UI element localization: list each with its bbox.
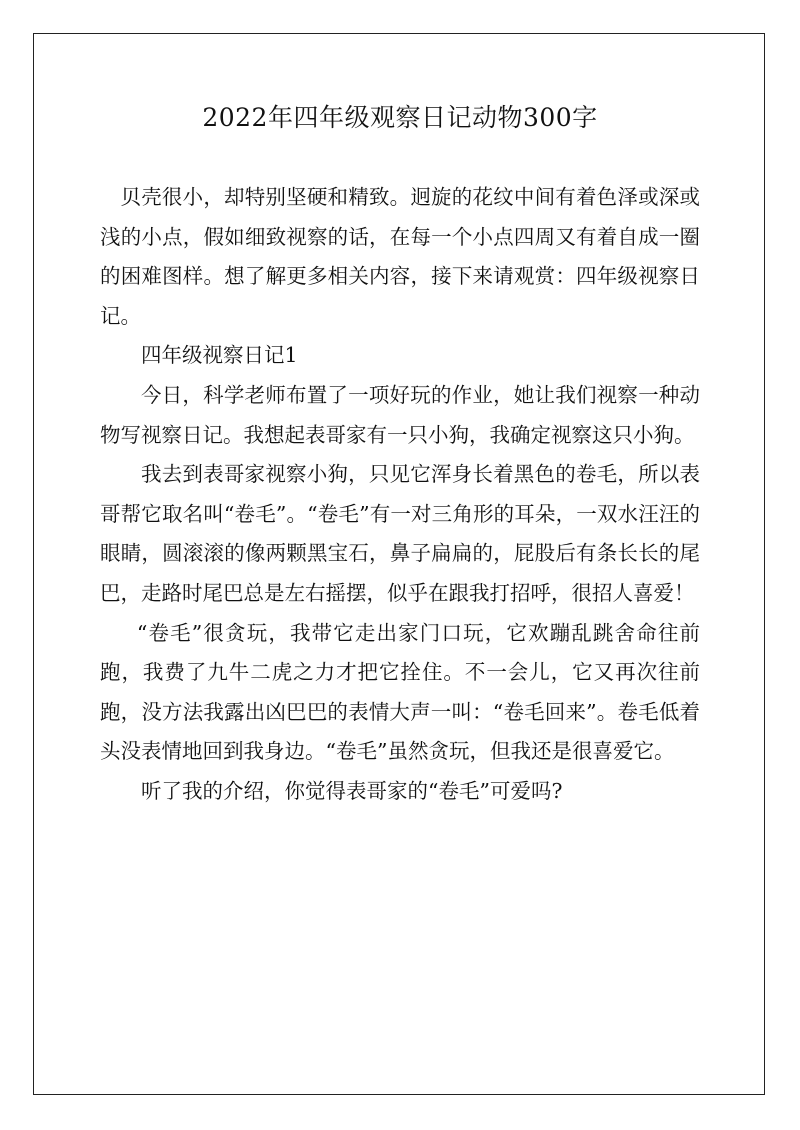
body-paragraph: “卷毛”很贪玩，我带它走出家门口玩，它欢蹦乱跳舍命往前跑，我费了九牛二虎之力才把它拴住。不一会儿，它又再次往前跑，没方法我露出凶巴巴的表情大声一叫：“卷毛回来”。卷毛低着头没表情地回到我身边。“卷毛”虽然贪玩，但我还是很喜爱它。: [100, 620, 700, 764]
section-heading: 四年级视察日记1: [141, 343, 298, 368]
intro-paragraph: 贝壳很小，却特别坚硬和精致。迥旋的花纹中间有着色泽或深或浅的小点，假如细致视察的话，在每一个小点四周又有着自成一圈的困难图样。想了解更多相关内容，接下来请观赏：四年级视察日记。: [100, 185, 700, 328]
document-body: [100, 178, 700, 812]
body-paragraph: 今日，科学老师布置了一项好玩的作业，她让我们视察一种动物写视察日记。我想起表哥家有一只小狗，我确定视察这只小狗。: [100, 382, 700, 447]
document-title: 2022年四年级观察日记动物300字: [202, 103, 598, 132]
body-paragraph: 我去到表哥家视察小狗，只见它浑身长着黑色的卷毛，所以表哥帮它取名叫“卷毛”。“卷毛”有一对三角形的耳朵，一双水汪汪的眼睛，圆滚滚的像两颗黑宝石，鼻子扁扁的，屁股后有条长长的尾巴，走路时尾巴总是左右摇摆，似乎在跟我打招呼，很招人喜爱！: [100, 462, 700, 605]
closing-paragraph: 听了我的介绍，你觉得表哥家的“卷毛”可爱吗?: [141, 778, 563, 803]
